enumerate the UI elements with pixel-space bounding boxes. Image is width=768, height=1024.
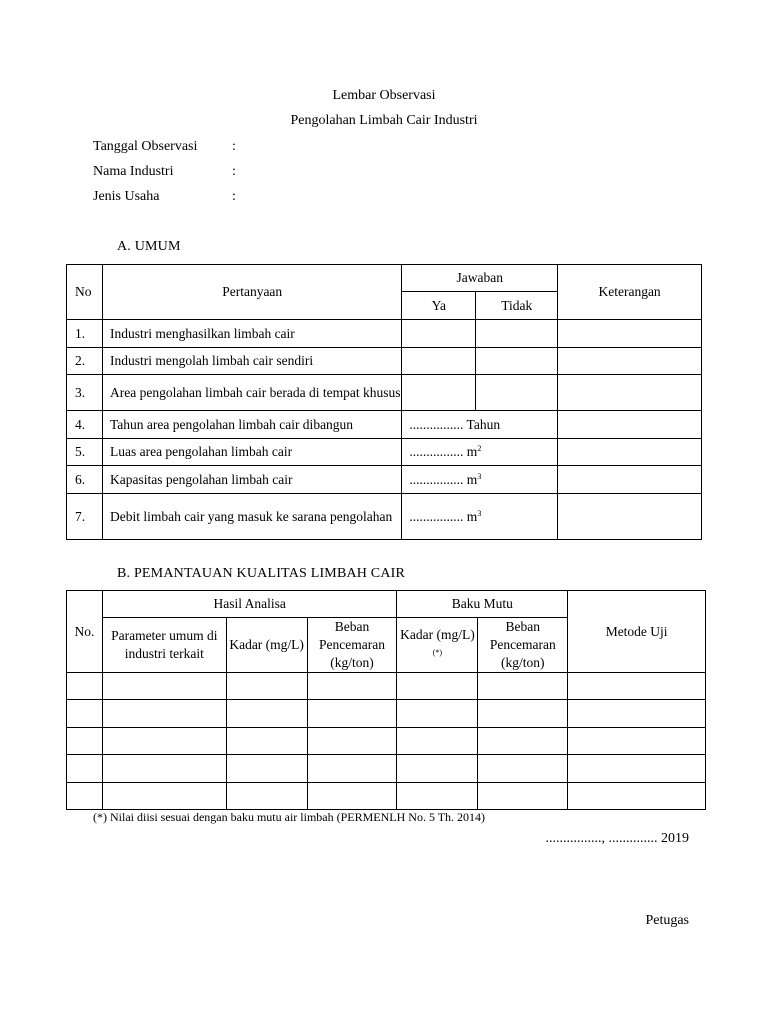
unit-superscript: 3	[477, 471, 482, 481]
empty-cell[interactable]	[307, 673, 397, 700]
empty-cell[interactable]	[102, 783, 226, 810]
answer-tidak-cell[interactable]	[476, 320, 558, 348]
table-row	[67, 673, 706, 700]
answer-ya-cell[interactable]	[402, 320, 476, 348]
answer-tidak-cell[interactable]	[476, 375, 558, 411]
keterangan-cell[interactable]	[558, 348, 702, 375]
empty-cell[interactable]	[226, 700, 307, 728]
table-row	[67, 439, 702, 466]
empty-cell[interactable]	[307, 700, 397, 728]
empty-cell[interactable]	[397, 755, 478, 783]
empty-cell[interactable]	[67, 783, 103, 810]
empty-cell[interactable]	[568, 700, 706, 728]
header-parameter: Parameter umum di industri terkait	[102, 618, 226, 673]
empty-cell[interactable]	[226, 755, 307, 783]
empty-cell[interactable]	[67, 700, 103, 728]
empty-cell[interactable]	[568, 755, 706, 783]
keterangan-cell[interactable]	[558, 466, 702, 494]
answer-fill-text: ................ Tahun	[409, 416, 501, 432]
header-keterangan: Keterangan	[558, 265, 702, 320]
keterangan-cell[interactable]	[558, 411, 702, 439]
empty-cell[interactable]	[307, 728, 397, 755]
empty-cell[interactable]	[568, 673, 706, 700]
keterangan-cell[interactable]	[558, 375, 702, 411]
header-kadar-baku-mutu	[397, 618, 478, 673]
info-separator: :	[232, 164, 236, 179]
unit-superscript: 3	[477, 508, 482, 518]
empty-cell[interactable]	[478, 700, 568, 728]
empty-cell[interactable]	[397, 700, 478, 728]
empty-cell[interactable]	[307, 755, 397, 783]
question-text: Industri menghasilkan limbah cair	[102, 320, 401, 348]
row-number: 6.	[67, 466, 103, 494]
answer-fill-cell[interactable]	[402, 466, 558, 494]
header-beban: Beban Pencemaran (kg/ton)	[307, 618, 397, 673]
table-umum	[66, 264, 702, 540]
empty-cell[interactable]	[397, 783, 478, 810]
table-row	[67, 755, 706, 783]
header-jawaban: Jawaban	[402, 265, 558, 292]
answer-ya-cell[interactable]	[402, 348, 476, 375]
table-row	[67, 494, 702, 540]
header-ya: Ya	[402, 292, 476, 320]
answer-fill-text: ................ m	[409, 508, 478, 524]
header-metode-uji: Metode Uji	[568, 591, 706, 673]
info-label: Nama Industri	[93, 164, 174, 179]
answer-fill-cell[interactable]	[402, 439, 558, 466]
info-row-tanggal	[93, 139, 236, 155]
unit-superscript: 2	[477, 444, 482, 453]
section-a-title: A. UMUM	[117, 239, 181, 254]
document-title: Lembar Observasi	[332, 88, 436, 103]
section-b-title: B. PEMANTAUAN KUALITAS LIMBAH CAIR	[117, 566, 406, 581]
header-no: No	[67, 265, 103, 320]
empty-cell[interactable]	[307, 783, 397, 810]
row-number: 3.	[67, 375, 103, 411]
empty-cell[interactable]	[102, 673, 226, 700]
table-row	[67, 466, 702, 494]
table-row	[67, 783, 706, 810]
keterangan-cell[interactable]	[558, 320, 702, 348]
header-pertanyaan: Pertanyaan	[102, 265, 401, 320]
table-row	[67, 320, 702, 348]
question-text: Industri mengolah limbah cair sendiri	[102, 348, 401, 375]
row-number: 7.	[67, 494, 103, 540]
keterangan-cell[interactable]	[558, 439, 702, 466]
signature-label: Petugas	[645, 913, 689, 928]
header-beban-baku-mutu: Beban Pencemaran (kg/ton)	[478, 618, 568, 673]
header-hasil-analisa: Hasil Analisa	[102, 591, 397, 618]
empty-cell[interactable]	[478, 673, 568, 700]
table-row	[67, 348, 702, 375]
empty-cell[interactable]	[397, 728, 478, 755]
info-label: Jenis Usaha	[93, 189, 160, 204]
empty-cell[interactable]	[102, 728, 226, 755]
row-number: 2.	[67, 348, 103, 375]
document-subtitle: Pengolahan Limbah Cair Industri	[290, 113, 478, 128]
empty-cell[interactable]	[226, 783, 307, 810]
header-tidak: Tidak	[476, 292, 558, 320]
header-no: No.	[67, 591, 103, 673]
footnote-marker: (*)	[432, 647, 443, 657]
empty-cell[interactable]	[226, 673, 307, 700]
empty-cell[interactable]	[478, 755, 568, 783]
table-pemantauan	[66, 590, 706, 810]
empty-cell[interactable]	[478, 783, 568, 810]
question-text: Kapasitas pengolahan limbah cair	[102, 466, 401, 494]
date-line: ................, .............. 2019	[545, 831, 689, 846]
question-text: Tahun area pengolahan limbah cair dibangun	[102, 411, 401, 439]
empty-cell[interactable]	[568, 783, 706, 810]
info-row-nama	[93, 164, 236, 180]
info-separator: :	[232, 189, 236, 204]
footnote: (*) Nilai diisi sesuai dengan baku mutu air limbah (PERMENLH No. 5 Th. 2014)	[93, 810, 486, 824]
empty-cell[interactable]	[102, 700, 226, 728]
answer-fill-cell[interactable]	[402, 411, 558, 439]
empty-cell[interactable]	[102, 755, 226, 783]
empty-cell[interactable]	[67, 755, 103, 783]
table-row	[67, 375, 702, 411]
row-number: 1.	[67, 320, 103, 348]
answer-fill-text: ................ m	[409, 471, 478, 487]
info-row-jenis	[93, 189, 236, 205]
empty-cell[interactable]	[478, 728, 568, 755]
info-separator: :	[232, 139, 236, 154]
keterangan-cell[interactable]	[558, 494, 702, 540]
empty-cell[interactable]	[226, 728, 307, 755]
row-number: 5.	[67, 439, 103, 466]
kadar-label: Kadar (mg/L)	[400, 626, 475, 642]
table-row	[67, 728, 706, 755]
table-row	[67, 411, 702, 439]
empty-cell[interactable]	[397, 673, 478, 700]
answer-fill-text: ................ m	[409, 444, 478, 459]
empty-cell[interactable]	[568, 728, 706, 755]
row-number: 4.	[67, 411, 103, 439]
info-label: Tanggal Observasi	[93, 139, 198, 154]
header-kadar: Kadar (mg/L)	[226, 618, 307, 673]
answer-ya-cell[interactable]	[402, 375, 476, 411]
answer-fill-cell[interactable]	[402, 494, 558, 540]
question-text: Luas area pengolahan limbah cair	[102, 439, 401, 466]
question-text: Debit limbah cair yang masuk ke sarana pengolahan	[102, 494, 401, 540]
empty-cell[interactable]	[67, 728, 103, 755]
empty-cell[interactable]	[67, 673, 103, 700]
header-baku-mutu: Baku Mutu	[397, 591, 568, 618]
table-row	[67, 700, 706, 728]
answer-tidak-cell[interactable]	[476, 348, 558, 375]
question-text: Area pengolahan limbah cair berada di tempat khusus	[102, 375, 401, 411]
